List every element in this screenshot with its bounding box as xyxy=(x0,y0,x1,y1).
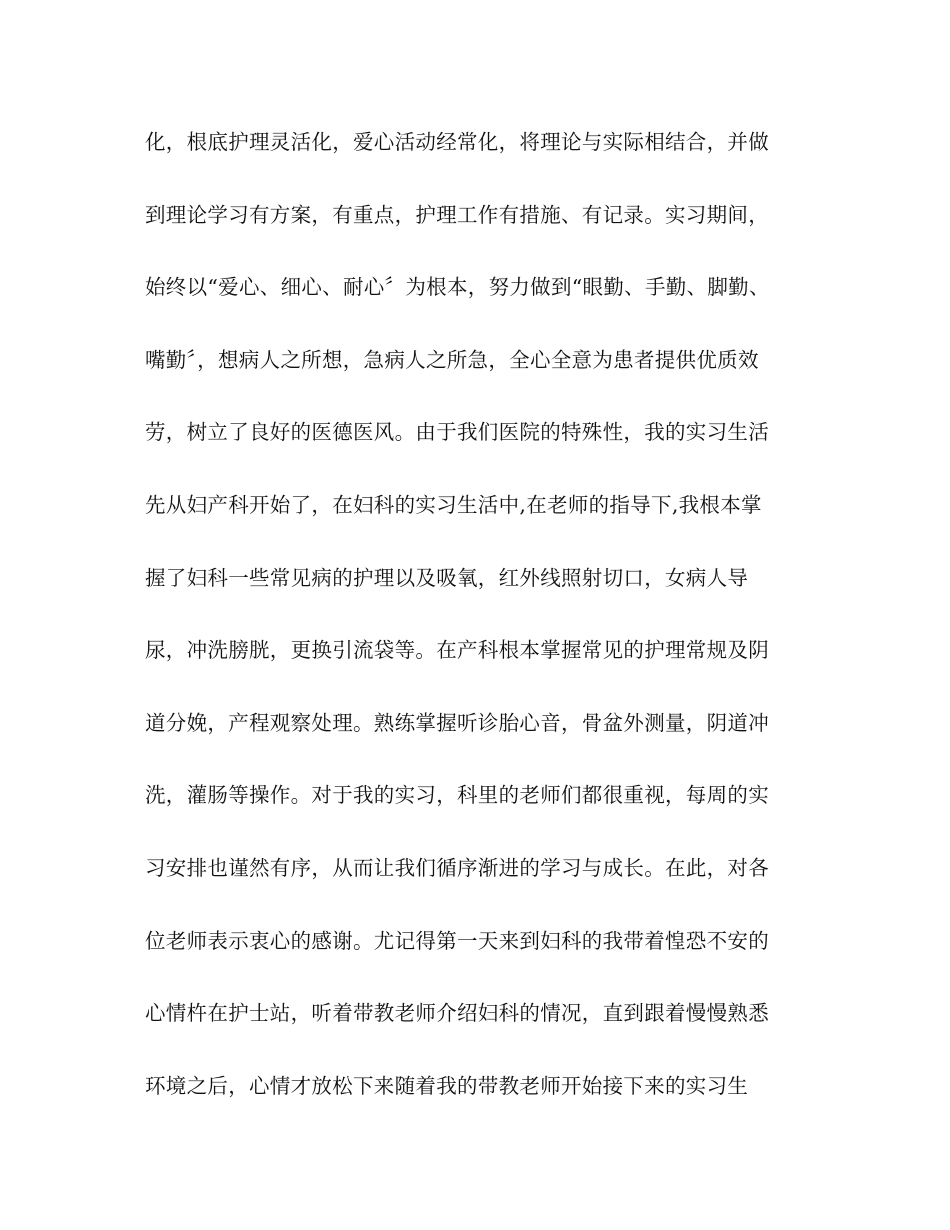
text-line: 道分娩，产程观察处理。熟练掌握听诊胎心音，骨盆外测量，阴道冲 xyxy=(145,710,769,735)
text-line: 习安排也谨然有序，从而让我们循序渐进的学习与成长。在此，对各 xyxy=(145,855,769,880)
text-line: 洗，灌肠等操作。对于我的实习，科里的老师们都很重视，每周的实 xyxy=(145,783,769,808)
text-line: 始终以“爱心、细心、耐心〞为根本，努力做到“眼勤、手勤、脚勤、 xyxy=(145,275,770,300)
text-line: 握了妇科一些常见病的护理以及吸氧，红外线照射切口，女病人导 xyxy=(145,565,749,590)
text-line: 先从妇产科开始了，在妇科的实习生活中,在老师的指导下,我根本掌 xyxy=(145,492,762,517)
text-line: 到理论学习有方案，有重点，护理工作有措施、有记录。实习期间， xyxy=(145,202,769,227)
text-line: 心情杵在护士站，听着带教老师介绍妇科的情况，直到跟着慢慢熟悉 xyxy=(145,1001,769,1026)
text-line: 位老师表示衷心的感谢。尤记得第一天来到妇科的我带着惶恐不安的 xyxy=(145,928,769,953)
text-line: 尿，冲洗膀胱，更换引流袋等。在产科根本掌握常见的护理常规及阴 xyxy=(145,638,769,663)
text-line: 化，根底护理灵活化，爱心活动经常化，将理论与实际相结合，并做 xyxy=(145,130,769,154)
body-text xyxy=(145,120,825,1136)
text-line: 劳，树立了良好的医德医风。由于我们医院的特殊性，我的实习生活 xyxy=(145,420,769,445)
text-line: 嘴勤〞，想病人之所想，急病人之所急，全心全意为患者提供优质效 xyxy=(145,347,759,372)
text-line: 环境之后，心情才放松下来随着我的带教老师开始接下来的实习生 xyxy=(145,1073,749,1098)
